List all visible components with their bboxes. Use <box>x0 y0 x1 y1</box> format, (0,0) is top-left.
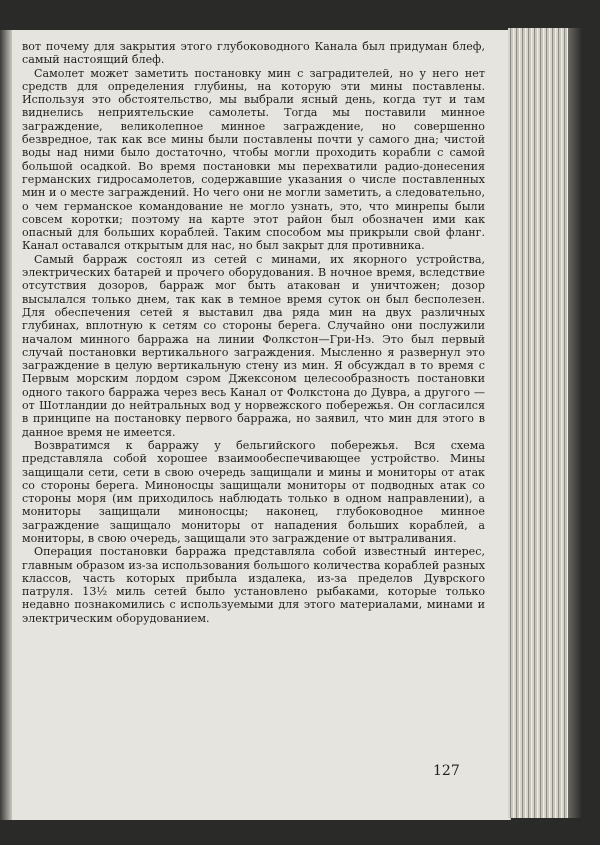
page-number: 127 <box>433 763 460 779</box>
page-body-text <box>22 40 485 625</box>
paragraph: Самолет может заметить постановку мин с заградителей, но у него нет средств для определения глубины, на которую эти мины поставлены. Используя это обстоятельство, мы выбрали ясный день, когда тут и там виднелись неприятельские самолеты. Тогда мы поставили минное заграждение, великолепное минное заграждение, но совершенно безвредное, так как все мины были поставлены почти у самого дна; чистой воды над ними было достаточно, чтобы могли проходить корабли с самой большой осадкой. Во время постановки мы перехватили радио-донесения германских гидросамолетов, содержавшие указания о числе поставленных мин и о месте заграждений. Но чего они не могли заметить, а следовательно, о чем германское командование не могло узнать, это, что минрепы были совсем коротки; поэтому на карте этот район был обозначен ими как опасный для больших кораблей. Таким способом мы прикрыли свой фланг. Канал оставался открытым для нас, но был закрыт для противника. <box>22 66 485 253</box>
book-spine-shadow <box>0 30 12 820</box>
paragraph: вот почему для закрытия этого глубоководного Канала был придуман блеф, самый настоящий блеф. <box>22 40 485 67</box>
paragraph: Возвратимся к барражу у бельгийского побережья. Вся схема представляла собой хорошее взаимообеспечивающее устройство. Мины защищали сети, сети в свою очередь защищали и мины и мониторы от атак со стороны берега. Миноносцы защищали мониторы от подводных атак со стороны моря (им приходилось наблюдать только в одном направлении), а мониторы защищали миноносцы; наконец, глубоководное минное заграждение защищало мониторы от нападения больших кораблей, а мониторы, в свою очередь, защищали это заграждение от вытраливания. <box>22 438 485 545</box>
page-edges <box>508 28 568 818</box>
paragraph: Операция постановки барража представляла собой известный интерес, главным образом из-за использования большого количества кораблей разных классов, часть которых прибыла издалека, из-за пределов Дуврского патруля. 13½ миль сетей было установлено рыбаками, которые только недавно познакомились с используемыми для этого материалами, минами и электрическим оборудованием. <box>22 545 485 625</box>
paragraph: Самый барраж состоял из сетей с минами, их якорного устройства, электрических батарей и прочего оборудования. В ночное время, вследствие отсутствия дозоров, барраж мог быть атакован и уничтожен; дозор высылался только днем, так как в темное время суток он был бесполезен. Для обеспечения сетей я выставил два ряда мин на двух различных глубинах, вплотную к сетям со стороны берега. Случайно они послужили началом минного барража на линии Фолкстон—Гри-Нэ. Это был первый случай постановки вертикального заграждения. Мысленно я развернул это заграждение в целую вертикальную стену из мин. Я обсуждал в то время с Первым морским лордом сэром Джексоном целесообразность постановки одного такого барража через весь Канал от Фолкстона до Дувра, а другого — от Шотландии до нейтральных вод у норвежского побережья. Он согласился в принципе на постановку первого барража, но заявил, что мин для этого в данное время не имеется. <box>22 252 485 439</box>
